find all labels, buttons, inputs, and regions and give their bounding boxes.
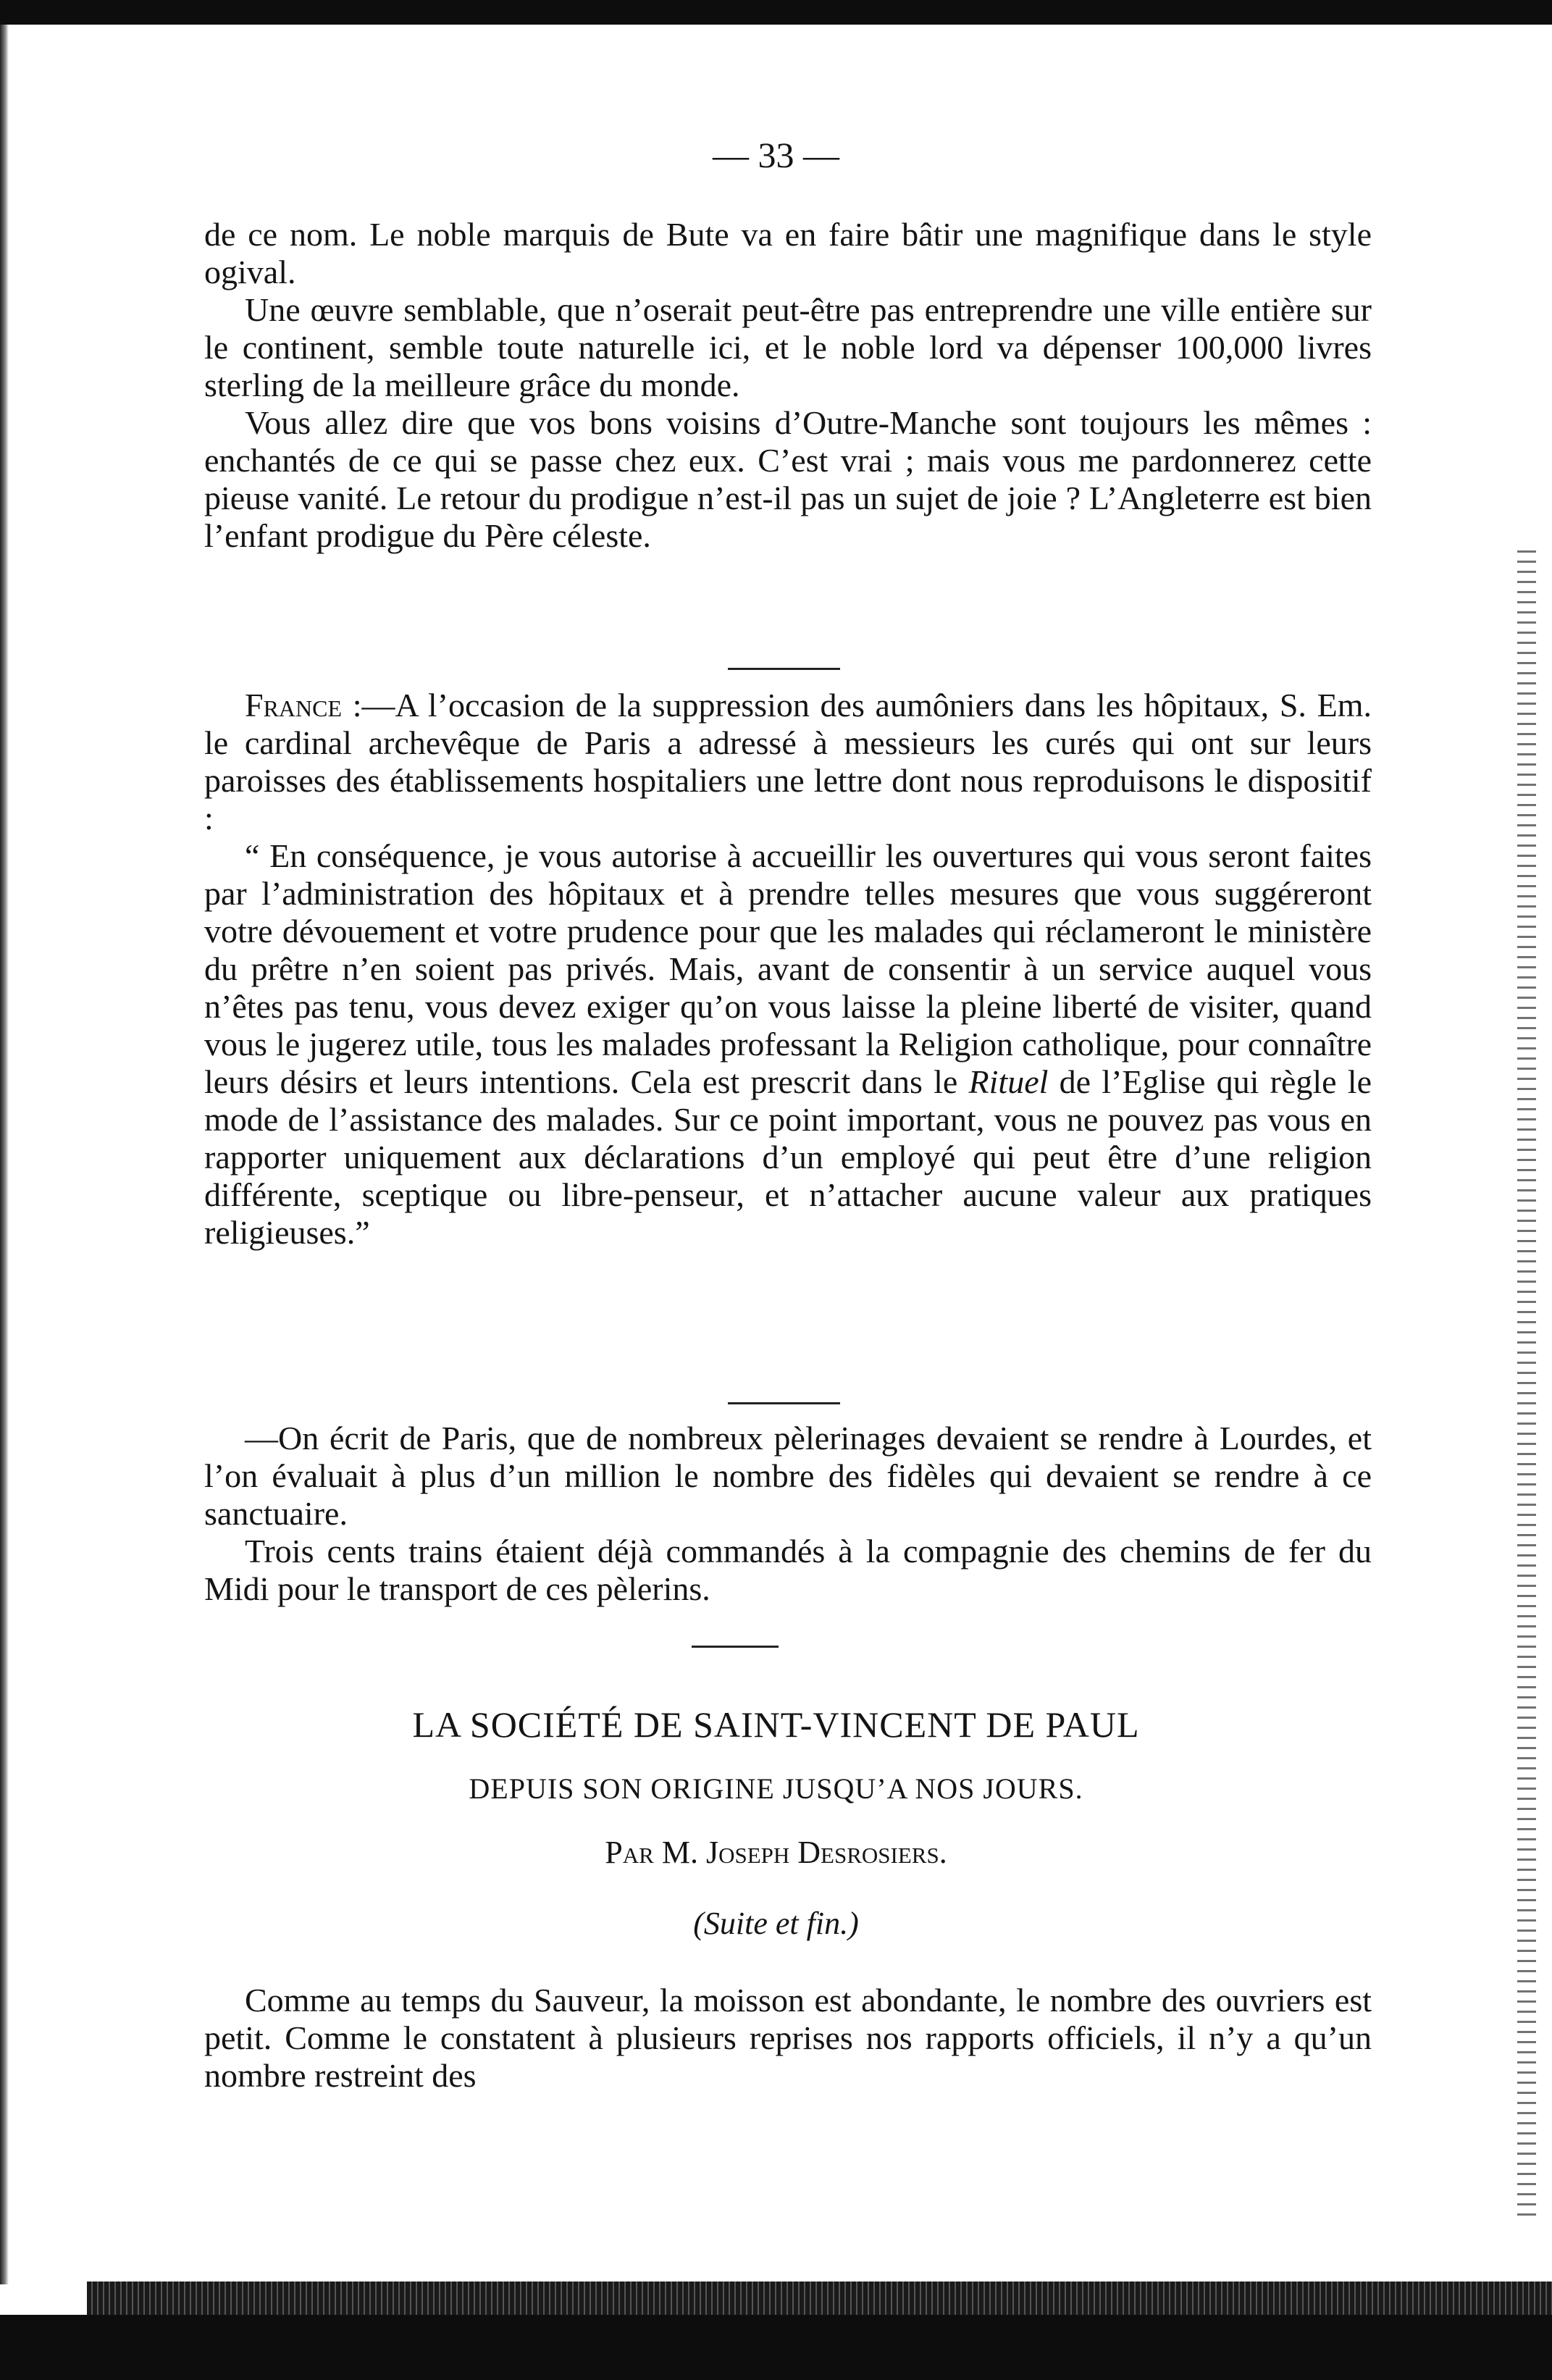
quote-italic: Rituel (968, 1063, 1049, 1100)
article-body (204, 1982, 1372, 2095)
scan-right-speckle (1517, 550, 1536, 2216)
article-title: LA SOCIÉTÉ DE SAINT-VINCENT DE PAUL (412, 1704, 1140, 1745)
section-divider (692, 1646, 779, 1648)
scan-top-border (0, 0, 1552, 25)
paragraph-trains: Trois cents trains étaient déjà commandés à la compagnie des chemins de fer du Midi pour le transport de ces pèlerins. (204, 1533, 1372, 1607)
paragraph-bute: de ce nom. Le noble marquis de Bute va en faire bâtir une magnifique dans le style ogival. (204, 216, 1372, 290)
paragraph-quote (204, 837, 1372, 1252)
news-section-england (204, 216, 1372, 555)
scan-left-edge (0, 25, 9, 2284)
paragraph-outre-manche: Vous allez dire que vos bons voisins d’Outre-Manche sont toujours les mêmes : enchantés de ce qui se passe chez eux. C’est vrai ; mais vous me pardonnerez cette pieuse vanité. Le retour du prodigue n’est-il pas un sujet de joie ? L’Angleterre est bien l’enfant prodigue du Père céleste. (204, 404, 1372, 554)
paragraph-moisson: Comme au temps du Sauveur, la moisson est abondante, le nombre des ouvriers est petit. Comme le constatent à plusieurs reprises nos rapports officiels, il n’y a qu’un nombre restreint des (204, 1982, 1372, 2094)
byline-name: Joseph Desrosiers. (705, 1835, 947, 1870)
news-section-france (204, 687, 1372, 1252)
section-divider (728, 668, 840, 670)
article-continuation: (Suite et fin.) (693, 1906, 859, 1941)
article-subtitle: DEPUIS SON ORIGINE JUSQU’A NOS JOURS. (469, 1772, 1083, 1805)
page-number: — 33 — (713, 135, 839, 175)
byline-prefix: Par M. (605, 1835, 698, 1870)
scan-bottom-border (0, 2315, 1552, 2380)
quote-end: de l’Eglise qui règle le mode de l’assistance des malades. Sur ce point important, vous ne pouvez pas vous en rapporter uniquement aux déclarations d’un employé qui peut être d’une religion différente, sceptique ou libre-penseur, et n’attacher aucune valeur aux pratiques religieuses.” (204, 1063, 1372, 1251)
paragraph-lord: Une œuvre semblable, que n’oserait peut-être pas entreprendre une ville entière sur le continent, semble toute naturelle ici, et le noble lord va dépenser 100,000 livres sterling de la meilleure grâce du monde. (204, 291, 1372, 403)
paragraph-pilgrimages: —On écrit de Paris, que de nombreux pèlerinages devaient se rendre à Lourdes, et l’on évaluait à plus d’un million le nombre des fidèles qui devaient se rendre à ce sanctuaire. (204, 1420, 1372, 1532)
france-text: :—A l’occasion de la suppression des aumôniers dans les hôpitaux, S. Em. le cardinal archevêque de Paris a adressé à messieurs les curés qui ont sur leurs paroisses des établissements hospitaliers une lettre dont nous reproduisons le dispositif : (204, 687, 1372, 837)
section-divider (728, 1402, 840, 1404)
france-label: France (245, 687, 343, 724)
paragraph-france (204, 687, 1372, 837)
news-section-lourdes (204, 1420, 1372, 1608)
article-byline (0, 1834, 1552, 1871)
scan-bottom-band (87, 2281, 1552, 2315)
quote-text: “ En conséquence, je vous autorise à accueillir les ouvertures qui vous seront faites par l’administration des hôpitaux et à prendre telles mesures que vous suggéreront votre dévouement et votre prudence pour que les malades qui réclameront le ministère du prêtre n’en soient pas privés. Mais, avant de consentir à un service auquel vous n’êtes pas tenu, vous devez exiger qu’on vous laisse la pleine liberté de visiter, quand vous le jugerez utile, tous les malades professant la Religion catholique, pour connaître leurs désirs et leurs intentions. Cela est prescrit dans le (204, 837, 1372, 1100)
